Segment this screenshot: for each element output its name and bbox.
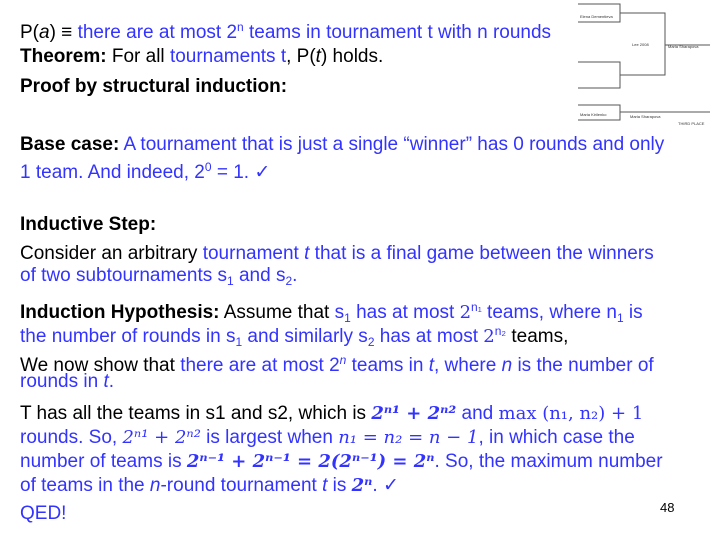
text: 1	[235, 335, 243, 349]
text: T has all the teams in s1 and s2, which is	[20, 403, 372, 424]
text: of two subtournaments s	[20, 265, 227, 286]
text: s	[334, 302, 345, 323]
text: tournaments t	[169, 46, 287, 67]
text: , in which case the	[478, 427, 635, 448]
text: teams,	[506, 326, 569, 347]
text: there are at most 2	[180, 355, 340, 376]
text: and similarly s	[242, 326, 368, 347]
base-case-label: Base case:	[20, 134, 120, 155]
text: , where	[434, 355, 502, 376]
text: 0	[204, 160, 212, 174]
text: P(	[20, 22, 39, 43]
text: a	[39, 22, 50, 43]
text: = 1. ✓	[211, 162, 271, 183]
text: tournament	[202, 243, 305, 264]
proof-heading: Proof by structural induction:	[20, 76, 288, 97]
argument-line3	[20, 451, 663, 473]
inductive-step-heading: Inductive Step:	[20, 214, 157, 235]
text: .	[108, 371, 115, 392]
show-line2	[20, 371, 114, 393]
text: is the number of	[512, 355, 654, 376]
text: is largest when	[200, 427, 339, 448]
text: ) holds.	[320, 46, 384, 67]
math: 2ⁿ¹ + 2ⁿ²	[122, 427, 201, 448]
math: 2ⁿ¹ + 2ⁿ²	[371, 403, 457, 424]
math: 2	[483, 326, 495, 347]
text: 1 team. And indeed, 2	[20, 162, 205, 183]
tournament-bracket-image	[570, 0, 720, 135]
bracket-label: Maria Sharapova	[668, 44, 699, 49]
argument-line1	[20, 403, 643, 425]
base-case-line2	[20, 156, 270, 184]
theorem-line	[20, 46, 383, 68]
bracket-diagram	[570, 0, 720, 135]
text: . So, the maximum number	[434, 451, 663, 472]
text: Assume that	[219, 302, 335, 323]
text: t	[315, 46, 321, 67]
bracket-label: Elena Dementieva	[580, 14, 613, 19]
show-line1	[20, 349, 654, 377]
text: t	[322, 475, 328, 496]
bracket-label: THIRD PLACE	[678, 121, 705, 126]
text: ) ≡	[49, 22, 78, 43]
text: that is a final game between the winners	[309, 243, 654, 264]
text: and	[456, 403, 499, 424]
text: rounds in	[20, 371, 104, 392]
text: 1	[344, 311, 351, 325]
bracket-label: Maria Sharapova	[630, 114, 661, 119]
text: 1	[227, 274, 234, 288]
bracket-label: Maria Kirilenko	[580, 112, 607, 117]
qed: QED!	[20, 503, 67, 524]
text: t	[428, 355, 434, 376]
text: 2	[367, 335, 375, 349]
text: t	[304, 243, 310, 264]
consider-line2	[20, 265, 297, 292]
text: teams in tournament t with n rounds	[243, 22, 552, 43]
page-number: 48	[660, 500, 675, 515]
math: n₁	[471, 300, 482, 314]
bracket-label: Lee 2008	[632, 42, 649, 47]
text: n	[339, 353, 347, 367]
text: n	[149, 475, 161, 496]
predicate-definition	[20, 16, 551, 44]
text: . ✓	[372, 475, 399, 496]
text: We now show that	[20, 355, 181, 376]
ih-label: Induction Hypothesis:	[20, 302, 220, 323]
text: 1	[616, 311, 624, 325]
base-case-line1	[20, 134, 664, 156]
math: max (n₁, n₂) + 1	[498, 403, 644, 424]
text: n	[501, 355, 513, 376]
theorem-label: Theorem:	[20, 46, 107, 67]
math: 2	[459, 302, 472, 323]
text: For all	[106, 46, 170, 67]
text: t	[103, 371, 109, 392]
text: rounds. So,	[20, 427, 123, 448]
math: n₂	[494, 324, 507, 338]
text: there are at most 2	[77, 22, 238, 43]
text: has at most	[374, 326, 484, 347]
math: 2ⁿ⁻¹ + 2ⁿ⁻¹ = 2(2ⁿ⁻¹) = 2ⁿ	[186, 451, 435, 472]
argument-line2	[20, 427, 635, 449]
math: 2ⁿ	[351, 475, 373, 496]
text: -round tournament	[160, 475, 323, 496]
math: n₁ = n₂ = n − 1	[338, 427, 479, 448]
text: , P(	[286, 46, 316, 67]
text: number of teams is	[20, 451, 187, 472]
consider-line1	[20, 243, 654, 265]
text: 2	[285, 274, 293, 288]
text: of teams in the	[20, 475, 150, 496]
text: teams, where n	[481, 302, 617, 323]
text: and s	[233, 265, 286, 286]
text: .	[292, 265, 298, 286]
argument-line4	[20, 475, 399, 497]
text: has at most	[350, 302, 460, 323]
text: is	[327, 475, 352, 496]
text: teams in	[346, 355, 429, 376]
text: Consider an arbitrary	[20, 243, 203, 264]
text: n	[237, 20, 244, 34]
text: is	[623, 302, 643, 323]
text: the number of rounds in s	[20, 326, 236, 347]
text: A tournament that is just a single “winner” has 0 rounds and only	[119, 134, 665, 155]
